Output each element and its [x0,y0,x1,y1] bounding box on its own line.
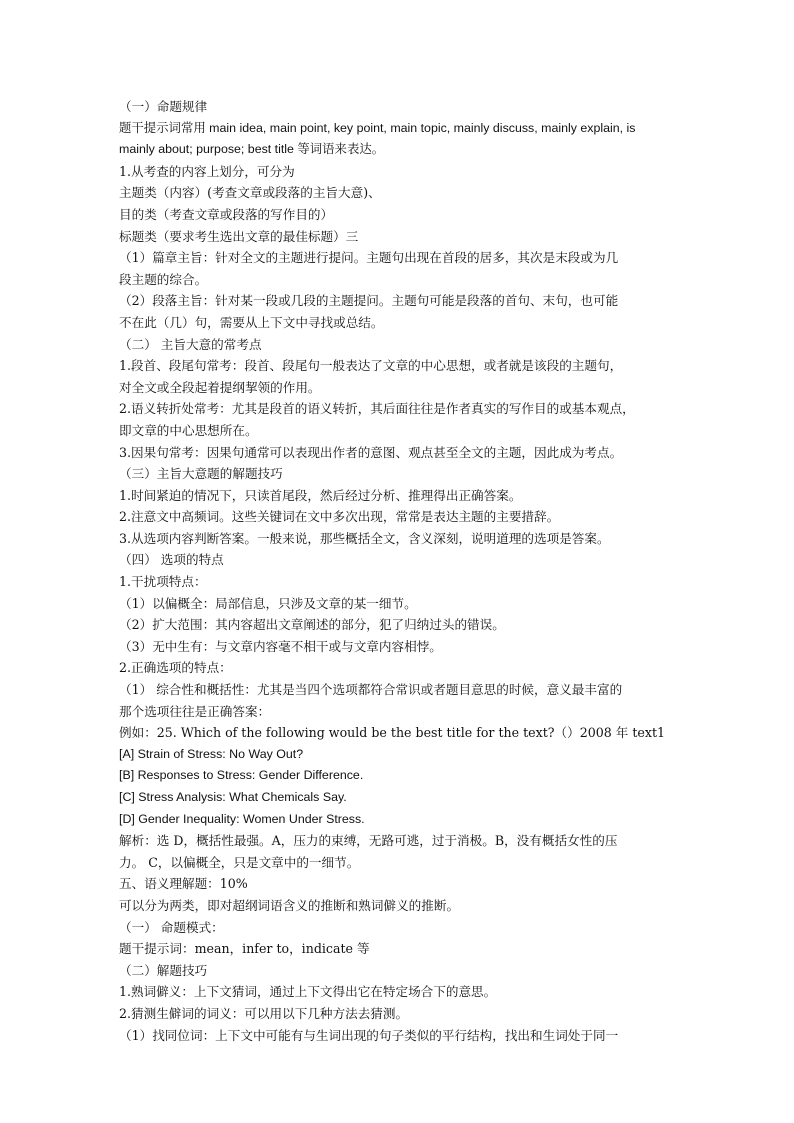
option-b: [B] Responses to Stress: Gender Difference. [119,768,364,783]
section-heading: （一）命题规律 [119,99,208,114]
list-item: （2）段落主旨：针对某一段或几段的主题提问。主题句可能是段落的首句、末句，也可能 [119,293,619,309]
section-heading: （二） 主旨大意的常考点 [119,336,262,352]
paragraph-line: 题干提示词：mean，infer to，indicate 等 [119,941,370,957]
example-question: 例如：25. Which of the following would be the best title for the text?（）2008 年 text1 [119,725,666,741]
paragraph-line: mainly about; purpose; best title 等词语来表达。 [119,142,385,157]
section-heading: 五、语义理解题：10% [119,876,248,892]
paragraph-line: 题干提示词常用 main idea, main point, key point, main topic, mainly discuss, mainly explain, is [119,120,636,135]
paragraph-line: 即文章的中心思想所在。 [119,422,258,438]
list-item: 1.段首、段尾句常考：段首、段尾句一般表达了文章的中心思想，或者就是该段的主题句， [119,358,623,374]
list-item: （1）篇章主旨：针对全文的主题进行提问。主题句出现在首段的居多，其次是末段或为几 [119,250,619,266]
option-c: [C] Stress Analysis: What Chemicals Say. [119,790,347,804]
paragraph-line: 可以分为两类，即对超纲词语含义的推断和熟词僻义的推断。 [119,897,460,913]
section-heading: （一） 命题模式： [119,919,224,935]
option-a: [A] Strain of Stress: No Way Out? [119,746,304,761]
analysis-line: 力。 C，以偏概全，只是文章中的一细节。 [119,854,360,870]
list-item: （1）以偏概全：局部信息，只涉及文章的某一细节。 [119,595,417,611]
analysis-line: 解析：选 D，概括性最强。A，压力的束缚，无路可逃，过于消极。B，没有概括女性的压 [119,833,618,849]
document-body [119,96,679,1046]
list-item: 2.语义转折处常考：尤其是段首的语义转折，其后面往往是作者真实的写作目的或基本观点， [119,401,635,417]
list-item: 2.猜测生僻词的词义：可以用以下几种方法去猜测。 [119,1005,409,1021]
list-item: 2.注意文中高频词。这些关键词在文中多次出现，常常是表达主题的主要措辞。 [119,509,560,525]
list-item: 1.从考查的内容上划分，可分为 [119,163,295,179]
section-heading: （三）主旨大意题的解题技巧 [119,466,283,482]
list-item: 1.熟词僻义：上下文猜词，通过上下文得出它在特定场合下的意思。 [119,984,497,1000]
section-heading: （二）解题技巧 [119,962,208,978]
paragraph-line: 目的类（考查文章或段落的写作目的） [119,206,334,222]
list-item: 3.从选项内容判断答案。一般来说，那些概括全文，含义深刻，说明道理的选项是答案。 [119,530,610,546]
section-heading: （四） 选项的特点 [119,552,224,568]
list-item: （2）扩大范围：其内容超出文章阐述的部分，犯了归纳过头的错误。 [119,617,505,633]
list-item: （1） 综合性和概括性：尤其是当四个选项都符合常识或者题目意思的时候，意义最丰富的 [119,682,623,698]
list-item: （3）无中生有：与文章内容毫不相干或与文章内容相悖。 [119,638,442,654]
paragraph-line: 主题类（内容）(考查文章或段落的主旨大意)、 [119,185,381,201]
paragraph-line: 那个选项往往是正确答案： [119,703,271,719]
list-item: （1）找同位词：上下文中可能有与生词出现的句子类似的平行结构，找出和生词处于同一 [119,1027,619,1043]
paragraph-line: 对全文或全段起着提纲挈领的作用。 [119,379,321,395]
list-item: 3.因果句常考：因果句通常可以表现出作者的意图、观点甚至全文的主题，因此成为考点。 [119,444,623,460]
paragraph-line: 不在此（几）句，需要从上下文中寻找或总结。 [119,314,384,330]
list-item: 1.干扰项特点： [119,574,207,590]
list-item: 2.正确选项的特点： [119,660,232,676]
paragraph-line: 段主题的综合。 [119,271,208,287]
paragraph-line: 标题类（要求考生选出文章的最佳标题）三 [119,228,359,244]
list-item: 1.时间紧迫的情况下，只读首尾段，然后经过分析、推理得出正确答案。 [119,487,522,503]
option-d: [D] Gender Inequality: Women Under Stress. [119,811,365,826]
